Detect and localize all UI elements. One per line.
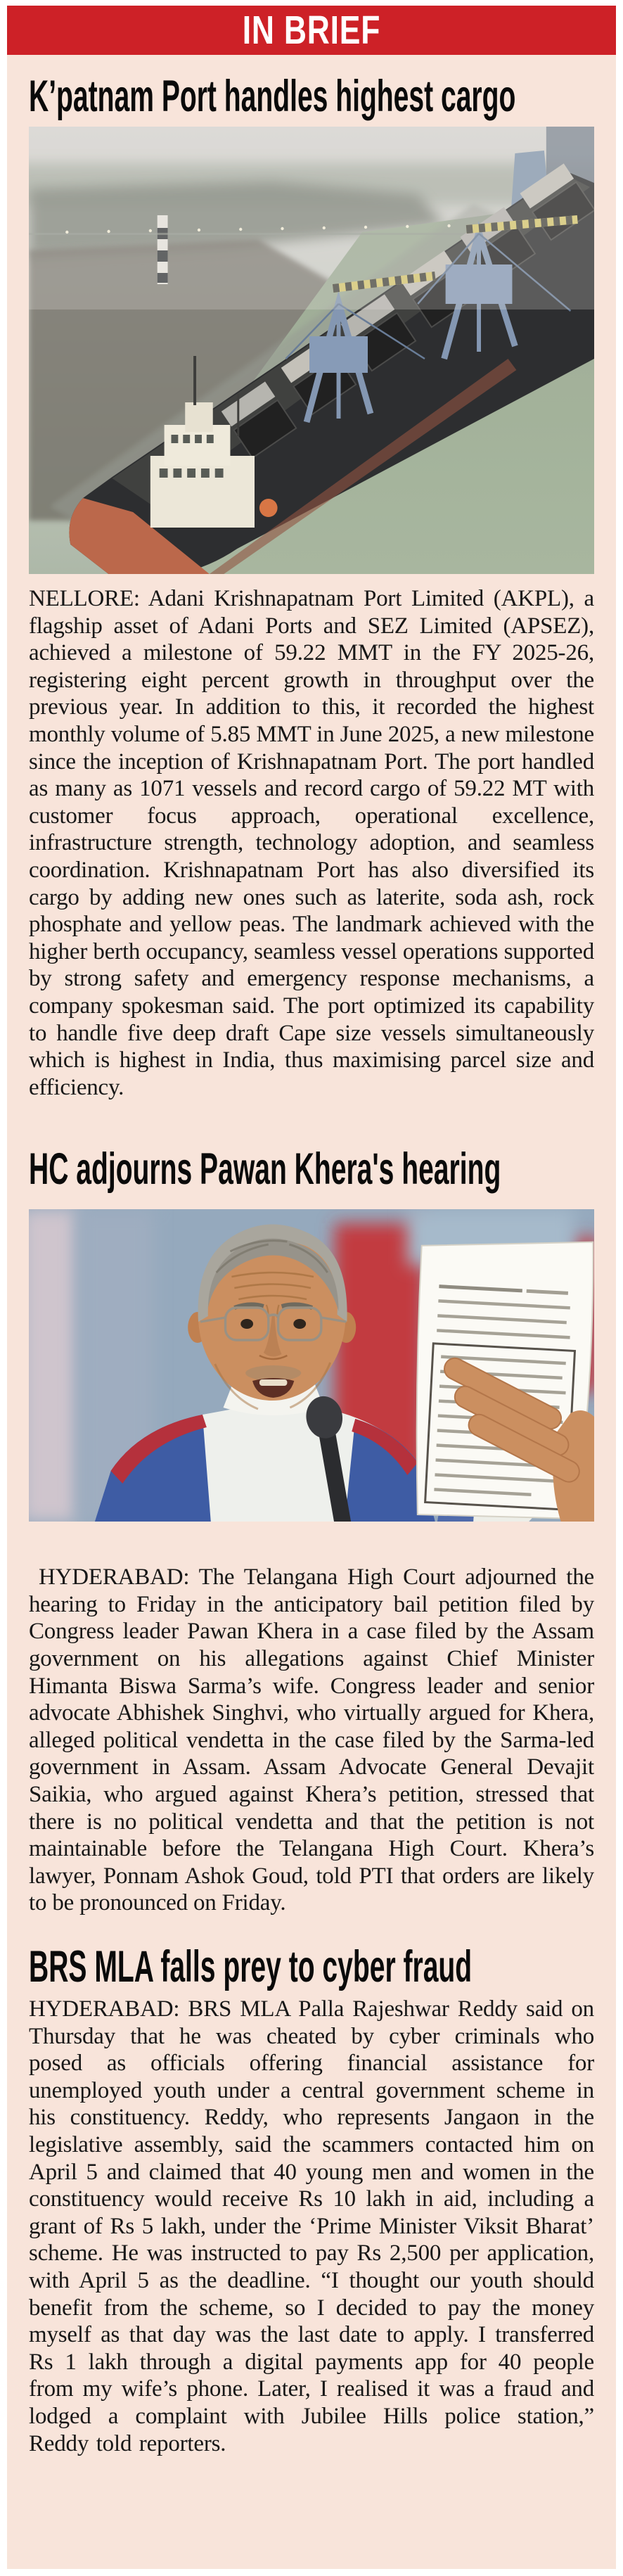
cargo-ship-port-photo-svg xyxy=(29,127,594,574)
story-headline xyxy=(29,73,594,120)
story-headline-text: HC adjourns Pawan Khera's hearing xyxy=(29,1144,501,1194)
pawan-khera-press-photo-svg xyxy=(29,1209,594,1522)
story-headline-text: K’patnam Port handles highest cargo xyxy=(29,72,516,121)
cargo-ship-port-photo xyxy=(29,127,594,574)
story-body: HYDERABAD: The Telangana High Court adjourned the hearing to Friday in the anticipatory bail petition filed by Congress leader Pawan Khera in a case filed by the Assam government on his allegations against Chief Minister Himanta Biswa Sarma’s wife. Congress leader and senior advocate Abhishek Singhvi, who virtually argued for Khera, alleged political vendetta in the case filed by the Sarma-led government in Assam. Assam Advocate General Devajit Saikia, who argued against Khera’s petition, stressed that there is no political vendetta and that the petition is not maintainable before the Telangana High Court. Khera’s lawyer, Ponnam Ashok Goud, told PTI that orders are likely to be pronounced on Friday. xyxy=(29,1564,594,1916)
pawan-khera-press-photo xyxy=(29,1209,594,1522)
story-headline xyxy=(29,1146,594,1192)
story-body: NELLORE: Adani Krishnapatnam Port Limited (AKPL), a flagship asset of Adani Ports and SEZ Limited (APSEZ), achieved a milestone of 59.22 MMT in the FY 2025-26, registering eight percent growth in throughput over the previous year. In addition to this, it recorded the highest monthly volume of 5.85 MMT in June 2025, a new milestone since the inception of Krishnapatnam Port. The port handled as many as 1071 vessels and record cargo of 59.22 MT with customer focus approach, operational excellence, infrastructure strength, technology adoption, and seamless coordination. Krishnapatnam Port has also diversified its cargo by adding new ones such as laterite, soda ash, rock phosphate and yellow peas. The landmark achieved with the higher berth occupancy, seamless vessel operations supported by strong safety and emergency response mechanisms, a company spokesman said. The port optimized its capability to handle five deep draft Cape size vessels simultaneously which is highest in India, thus maximising parcel size and efficiency. xyxy=(29,586,594,1100)
in-brief-column xyxy=(7,6,616,2569)
story-headline xyxy=(29,1944,594,1990)
story-headline-text: BRS MLA falls prey to cyber fraud xyxy=(29,1942,473,1991)
section-title: IN BRIEF xyxy=(242,7,381,53)
story-body: HYDERABAD: BRS MLA Palla Rajeshwar Reddy said on Thursday that he was cheated by cyber criminals who posed as officials offering financial assistance for unemployed youth under a central government scheme in his constituency. Reddy, who represents Jangaon in the legislative assembly, said the scammers contacted him on April 5 and claimed that 40 young men and women in the constituency would receive Rs 10 lakh in aid, including a grant of Rs 5 lakh, under the ‘Prime Minister Viksit Bharat’ scheme. He was instructed to pay Rs 2,500 per application, with April 5 as the deadline. “I thought our youth should benefit from the scheme, so I decided to pay the money myself as that day was the last date to apply. I transferred Rs 1 lakh through a digital payments app for 40 people from my wife’s phone. Later, I realised it was a fraud and lodged a complaint with Jubilee Hills police station,” Reddy told reporters. xyxy=(29,1996,594,2456)
section-banner xyxy=(7,6,616,55)
story-pawan-khera xyxy=(7,1146,616,1917)
story-kpatnam-port xyxy=(7,73,616,1101)
story-brs-mla-cyber-fraud xyxy=(7,1944,616,2457)
